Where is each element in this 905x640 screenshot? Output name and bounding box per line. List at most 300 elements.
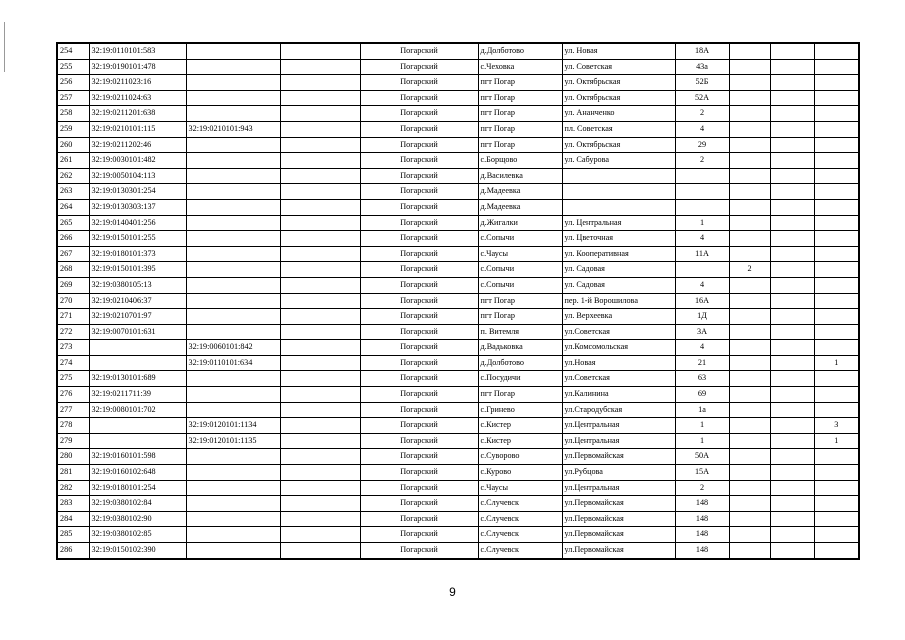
street-cell: ул. Кооперативная	[562, 246, 675, 262]
extra-value-cell	[814, 511, 859, 527]
street-cell: ул. Верхеевка	[562, 309, 675, 325]
empty-cell	[280, 184, 360, 200]
district-cell: Погарский	[360, 496, 478, 512]
secondary-cadastral-number-cell	[186, 43, 280, 59]
extra-value-cell	[770, 90, 814, 106]
row-number-cell: 270	[57, 293, 89, 309]
extra-value-cell	[729, 402, 770, 418]
district-cell: Погарский	[360, 184, 478, 200]
empty-cell	[280, 387, 360, 403]
secondary-cadastral-number-cell	[186, 387, 280, 403]
row-number-cell: 256	[57, 75, 89, 91]
empty-cell	[280, 340, 360, 356]
cadastral-number-cell: 32:19:0070101:631	[89, 324, 186, 340]
row-number-cell: 284	[57, 511, 89, 527]
extra-value-cell	[770, 121, 814, 137]
street-cell: ул. Октябрьская	[562, 75, 675, 91]
extra-value-cell: 3	[814, 418, 859, 434]
extra-value-cell	[729, 168, 770, 184]
extra-value-cell	[814, 121, 859, 137]
table-row	[57, 371, 859, 387]
house-number-cell: 4	[675, 277, 729, 293]
district-cell: Погарский	[360, 168, 478, 184]
secondary-cadastral-number-cell	[186, 371, 280, 387]
extra-value-cell	[814, 277, 859, 293]
empty-cell	[280, 262, 360, 278]
extra-value-cell	[814, 231, 859, 247]
secondary-cadastral-number-cell	[186, 246, 280, 262]
extra-value-cell	[770, 402, 814, 418]
secondary-cadastral-number-cell: 32:19:0110101:634	[186, 355, 280, 371]
extra-value-cell	[729, 231, 770, 247]
extra-value-cell	[729, 433, 770, 449]
house-number-cell: 148	[675, 511, 729, 527]
empty-cell	[280, 324, 360, 340]
settlement-cell: с.Посудичи	[478, 371, 562, 387]
extra-value-cell	[729, 75, 770, 91]
settlement-cell: пгт Погар	[478, 121, 562, 137]
house-number-cell: 1	[675, 215, 729, 231]
table-row	[57, 168, 859, 184]
page-number: 9	[449, 585, 456, 599]
secondary-cadastral-number-cell	[186, 137, 280, 153]
settlement-cell: д.Долботово	[478, 43, 562, 59]
empty-cell	[280, 277, 360, 293]
table-row	[57, 137, 859, 153]
table-row	[57, 184, 859, 200]
house-number-cell: 21	[675, 355, 729, 371]
secondary-cadastral-number-cell	[186, 262, 280, 278]
extra-value-cell	[770, 184, 814, 200]
page-edge-rule	[4, 22, 5, 72]
empty-cell	[280, 465, 360, 481]
empty-cell	[280, 355, 360, 371]
extra-value-cell	[729, 449, 770, 465]
settlement-cell: с.Сопычи	[478, 262, 562, 278]
extra-value-cell	[814, 293, 859, 309]
cadastral-number-cell: 32:19:0130301:254	[89, 184, 186, 200]
cadastral-number-cell: 32:19:0210101:115	[89, 121, 186, 137]
extra-value-cell	[770, 59, 814, 75]
street-cell: ул. Цветочная	[562, 231, 675, 247]
street-cell: ул.Центральная	[562, 418, 675, 434]
cadastral-number-cell: 32:19:0380102:85	[89, 527, 186, 543]
settlement-cell: д.Мадеевка	[478, 184, 562, 200]
extra-value-cell	[729, 153, 770, 169]
empty-cell	[280, 231, 360, 247]
table-row	[57, 433, 859, 449]
street-cell	[562, 199, 675, 215]
empty-cell	[280, 511, 360, 527]
extra-value-cell	[770, 293, 814, 309]
cadastral-number-cell: 32:19:0180101:373	[89, 246, 186, 262]
secondary-cadastral-number-cell	[186, 480, 280, 496]
row-number-cell: 269	[57, 277, 89, 293]
cadastral-number-cell: 32:19:0140401:256	[89, 215, 186, 231]
street-cell: ул.Первомайская	[562, 511, 675, 527]
extra-value-cell	[814, 324, 859, 340]
table-row	[57, 543, 859, 559]
district-cell: Погарский	[360, 246, 478, 262]
district-cell: Погарский	[360, 527, 478, 543]
row-number-cell: 285	[57, 527, 89, 543]
street-cell	[562, 168, 675, 184]
row-number-cell: 278	[57, 418, 89, 434]
settlement-cell: с.Чеховка	[478, 59, 562, 75]
settlement-cell: с.Сопычи	[478, 231, 562, 247]
district-cell: Погарский	[360, 433, 478, 449]
extra-value-cell	[770, 215, 814, 231]
extra-value-cell	[770, 387, 814, 403]
extra-value-cell	[729, 418, 770, 434]
empty-cell	[280, 168, 360, 184]
settlement-cell: д.Вадьковка	[478, 340, 562, 356]
extra-value-cell	[729, 480, 770, 496]
table-row	[57, 355, 859, 371]
extra-value-cell	[814, 168, 859, 184]
extra-value-cell	[770, 262, 814, 278]
empty-cell	[280, 43, 360, 59]
settlement-cell: пгт Погар	[478, 387, 562, 403]
cadastral-number-cell: 32:19:0211711:39	[89, 387, 186, 403]
extra-value-cell	[770, 106, 814, 122]
settlement-cell: пгт Погар	[478, 293, 562, 309]
cadastral-number-cell: 32:19:0211201:638	[89, 106, 186, 122]
extra-value-cell	[729, 184, 770, 200]
secondary-cadastral-number-cell	[186, 324, 280, 340]
house-number-cell: 148	[675, 496, 729, 512]
cadastral-number-cell	[89, 355, 186, 371]
cadastral-number-cell	[89, 433, 186, 449]
district-cell: Погарский	[360, 511, 478, 527]
extra-value-cell	[770, 527, 814, 543]
row-number-cell: 267	[57, 246, 89, 262]
extra-value-cell	[814, 106, 859, 122]
extra-value-cell	[729, 199, 770, 215]
secondary-cadastral-number-cell	[186, 106, 280, 122]
extra-value-cell	[770, 449, 814, 465]
settlement-cell: с.Случевск	[478, 496, 562, 512]
empty-cell	[280, 449, 360, 465]
house-number-cell: 1	[675, 433, 729, 449]
secondary-cadastral-number-cell	[186, 309, 280, 325]
house-number-cell: 29	[675, 137, 729, 153]
extra-value-cell	[814, 496, 859, 512]
secondary-cadastral-number-cell	[186, 527, 280, 543]
settlement-cell: д.Мадеевка	[478, 199, 562, 215]
settlement-cell: с.Чаусы	[478, 480, 562, 496]
extra-value-cell	[814, 262, 859, 278]
settlement-cell: д.Долботово	[478, 355, 562, 371]
empty-cell	[280, 433, 360, 449]
house-number-cell	[675, 262, 729, 278]
street-cell: ул.Советская	[562, 324, 675, 340]
house-number-cell: 15А	[675, 465, 729, 481]
extra-value-cell	[729, 90, 770, 106]
table-row	[57, 199, 859, 215]
table-row	[57, 402, 859, 418]
row-number-cell: 262	[57, 168, 89, 184]
settlement-cell: пгт Погар	[478, 309, 562, 325]
extra-value-cell	[729, 511, 770, 527]
district-cell: Погарский	[360, 43, 478, 59]
empty-cell	[280, 75, 360, 91]
secondary-cadastral-number-cell	[186, 215, 280, 231]
extra-value-cell	[729, 371, 770, 387]
extra-value-cell	[729, 527, 770, 543]
extra-value-cell	[729, 215, 770, 231]
table-row	[57, 449, 859, 465]
street-cell: ул. Советская	[562, 59, 675, 75]
row-number-cell: 281	[57, 465, 89, 481]
cadastral-number-cell: 32:19:0210406:37	[89, 293, 186, 309]
empty-cell	[280, 402, 360, 418]
house-number-cell: 43а	[675, 59, 729, 75]
extra-value-cell	[814, 340, 859, 356]
cadastral-number-cell: 32:19:0150101:395	[89, 262, 186, 278]
street-cell: пер. 1-й Ворошилова	[562, 293, 675, 309]
secondary-cadastral-number-cell	[186, 184, 280, 200]
cadastral-number-cell: 32:19:0211024:63	[89, 90, 186, 106]
table-row	[57, 465, 859, 481]
extra-value-cell	[814, 543, 859, 559]
secondary-cadastral-number-cell: 32:19:0120101:1135	[186, 433, 280, 449]
district-cell: Погарский	[360, 121, 478, 137]
extra-value-cell	[770, 465, 814, 481]
table-row	[57, 480, 859, 496]
district-cell: Погарский	[360, 293, 478, 309]
district-cell: Погарский	[360, 90, 478, 106]
empty-cell	[280, 543, 360, 559]
row-number-cell: 274	[57, 355, 89, 371]
table-row	[57, 59, 859, 75]
street-cell: ул. Центральная	[562, 215, 675, 231]
extra-value-cell	[770, 153, 814, 169]
cadastral-number-cell: 32:19:0150101:255	[89, 231, 186, 247]
extra-value-cell	[770, 511, 814, 527]
row-number-cell: 275	[57, 371, 89, 387]
house-number-cell: 2	[675, 153, 729, 169]
extra-value-cell	[770, 75, 814, 91]
extra-value-cell	[814, 153, 859, 169]
table-row	[57, 527, 859, 543]
secondary-cadastral-number-cell	[186, 496, 280, 512]
street-cell: ул. Ананченко	[562, 106, 675, 122]
empty-cell	[280, 153, 360, 169]
house-number-cell: 2	[675, 106, 729, 122]
extra-value-cell	[814, 90, 859, 106]
house-number-cell: 52Б	[675, 75, 729, 91]
house-number-cell: 4	[675, 340, 729, 356]
secondary-cadastral-number-cell	[186, 543, 280, 559]
house-number-cell: 1а	[675, 402, 729, 418]
district-cell: Погарский	[360, 543, 478, 559]
settlement-cell: с.Курово	[478, 465, 562, 481]
extra-value-cell	[729, 340, 770, 356]
extra-value-cell: 2	[729, 262, 770, 278]
extra-value-cell	[770, 246, 814, 262]
table-row	[57, 90, 859, 106]
row-number-cell: 283	[57, 496, 89, 512]
settlement-cell: с.Гринево	[478, 402, 562, 418]
street-cell	[562, 184, 675, 200]
street-cell: пл. Советская	[562, 121, 675, 137]
house-number-cell: 11А	[675, 246, 729, 262]
secondary-cadastral-number-cell: 32:19:0120101:1134	[186, 418, 280, 434]
settlement-cell: с.Кистер	[478, 433, 562, 449]
street-cell: ул.Центральная	[562, 480, 675, 496]
district-cell: Погарский	[360, 59, 478, 75]
cadastral-number-cell: 32:19:0180101:254	[89, 480, 186, 496]
cadastral-number-cell: 32:19:0190101:478	[89, 59, 186, 75]
house-number-cell	[675, 199, 729, 215]
extra-value-cell	[814, 387, 859, 403]
empty-cell	[280, 246, 360, 262]
secondary-cadastral-number-cell: 32:19:0210101:943	[186, 121, 280, 137]
empty-cell	[280, 90, 360, 106]
secondary-cadastral-number-cell	[186, 59, 280, 75]
empty-cell	[280, 199, 360, 215]
settlement-cell: пгт Погар	[478, 137, 562, 153]
street-cell: ул. Новая	[562, 43, 675, 59]
row-number-cell: 268	[57, 262, 89, 278]
street-cell: ул. Садовая	[562, 277, 675, 293]
cadastral-number-cell: 32:19:0211023:16	[89, 75, 186, 91]
house-number-cell: 3А	[675, 324, 729, 340]
row-number-cell: 257	[57, 90, 89, 106]
district-cell: Погарский	[360, 324, 478, 340]
extra-value-cell	[814, 371, 859, 387]
secondary-cadastral-number-cell	[186, 511, 280, 527]
extra-value-cell	[814, 246, 859, 262]
district-cell: Погарский	[360, 371, 478, 387]
district-cell: Погарский	[360, 449, 478, 465]
street-cell: ул.Новая	[562, 355, 675, 371]
table-row	[57, 277, 859, 293]
district-cell: Погарский	[360, 355, 478, 371]
row-number-cell: 282	[57, 480, 89, 496]
extra-value-cell	[814, 309, 859, 325]
table-row	[57, 324, 859, 340]
settlement-cell: с.Чаусы	[478, 246, 562, 262]
extra-value-cell	[770, 137, 814, 153]
secondary-cadastral-number-cell	[186, 277, 280, 293]
street-cell: ул. Октябрьская	[562, 137, 675, 153]
house-number-cell: 4	[675, 231, 729, 247]
extra-value-cell	[729, 106, 770, 122]
extra-value-cell	[770, 277, 814, 293]
empty-cell	[280, 480, 360, 496]
house-number-cell: 69	[675, 387, 729, 403]
table-row	[57, 511, 859, 527]
extra-value-cell	[770, 324, 814, 340]
secondary-cadastral-number-cell	[186, 199, 280, 215]
district-cell: Погарский	[360, 262, 478, 278]
extra-value-cell: 1	[814, 355, 859, 371]
extra-value-cell	[729, 246, 770, 262]
district-cell: Погарский	[360, 418, 478, 434]
cadastral-number-cell: 32:19:0380102:90	[89, 511, 186, 527]
row-number-cell: 273	[57, 340, 89, 356]
extra-value-cell	[814, 199, 859, 215]
secondary-cadastral-number-cell	[186, 293, 280, 309]
extra-value-cell	[729, 137, 770, 153]
empty-cell	[280, 59, 360, 75]
settlement-cell: с.Кистер	[478, 418, 562, 434]
row-number-cell: 258	[57, 106, 89, 122]
house-number-cell: 52А	[675, 90, 729, 106]
settlement-cell: с.Сопычи	[478, 277, 562, 293]
cadastral-number-cell: 32:19:0080101:702	[89, 402, 186, 418]
street-cell: ул.Первомайская	[562, 496, 675, 512]
extra-value-cell	[770, 340, 814, 356]
extra-value-cell	[814, 137, 859, 153]
table-row	[57, 418, 859, 434]
house-number-cell: 148	[675, 543, 729, 559]
table-row	[57, 75, 859, 91]
extra-value-cell	[770, 433, 814, 449]
settlement-cell: пгт Погар	[478, 75, 562, 91]
empty-cell	[280, 106, 360, 122]
extra-value-cell	[729, 59, 770, 75]
extra-value-cell	[814, 402, 859, 418]
cadastral-number-cell: 32:19:0130303:137	[89, 199, 186, 215]
table-row	[57, 231, 859, 247]
district-cell: Погарский	[360, 309, 478, 325]
settlement-cell: с.Суворово	[478, 449, 562, 465]
house-number-cell: 1	[675, 418, 729, 434]
street-cell: ул. Сабурова	[562, 153, 675, 169]
house-number-cell	[675, 184, 729, 200]
cadastral-number-cell: 32:19:0380105:13	[89, 277, 186, 293]
secondary-cadastral-number-cell	[186, 402, 280, 418]
cadastral-number-cell: 32:19:0030101:482	[89, 153, 186, 169]
district-cell: Погарский	[360, 75, 478, 91]
extra-value-cell	[729, 309, 770, 325]
street-cell: ул.Калинина	[562, 387, 675, 403]
row-number-cell: 259	[57, 121, 89, 137]
district-cell: Погарский	[360, 480, 478, 496]
secondary-cadastral-number-cell	[186, 231, 280, 247]
street-cell: ул. Октябрьская	[562, 90, 675, 106]
table-row	[57, 153, 859, 169]
row-number-cell: 266	[57, 231, 89, 247]
cadastral-number-cell: 32:19:0150102:390	[89, 543, 186, 559]
empty-cell	[280, 418, 360, 434]
district-cell: Погарский	[360, 215, 478, 231]
settlement-cell: с.Случевск	[478, 543, 562, 559]
cadastral-number-cell: 32:19:0160102:648	[89, 465, 186, 481]
extra-value-cell	[770, 480, 814, 496]
extra-value-cell	[770, 496, 814, 512]
house-number-cell: 2	[675, 480, 729, 496]
extra-value-cell	[729, 543, 770, 559]
table-row	[57, 106, 859, 122]
house-number-cell: 63	[675, 371, 729, 387]
street-cell: ул.Первомайская	[562, 527, 675, 543]
settlement-cell: пгт Погар	[478, 90, 562, 106]
row-number-cell: 271	[57, 309, 89, 325]
extra-value-cell	[770, 168, 814, 184]
empty-cell	[280, 215, 360, 231]
extra-value-cell	[729, 387, 770, 403]
settlement-cell: п. Витемля	[478, 324, 562, 340]
extra-value-cell	[814, 480, 859, 496]
settlement-cell: с.Борщово	[478, 153, 562, 169]
house-number-cell: 50А	[675, 449, 729, 465]
cadastral-number-cell: 32:19:0050104:113	[89, 168, 186, 184]
extra-value-cell	[814, 449, 859, 465]
